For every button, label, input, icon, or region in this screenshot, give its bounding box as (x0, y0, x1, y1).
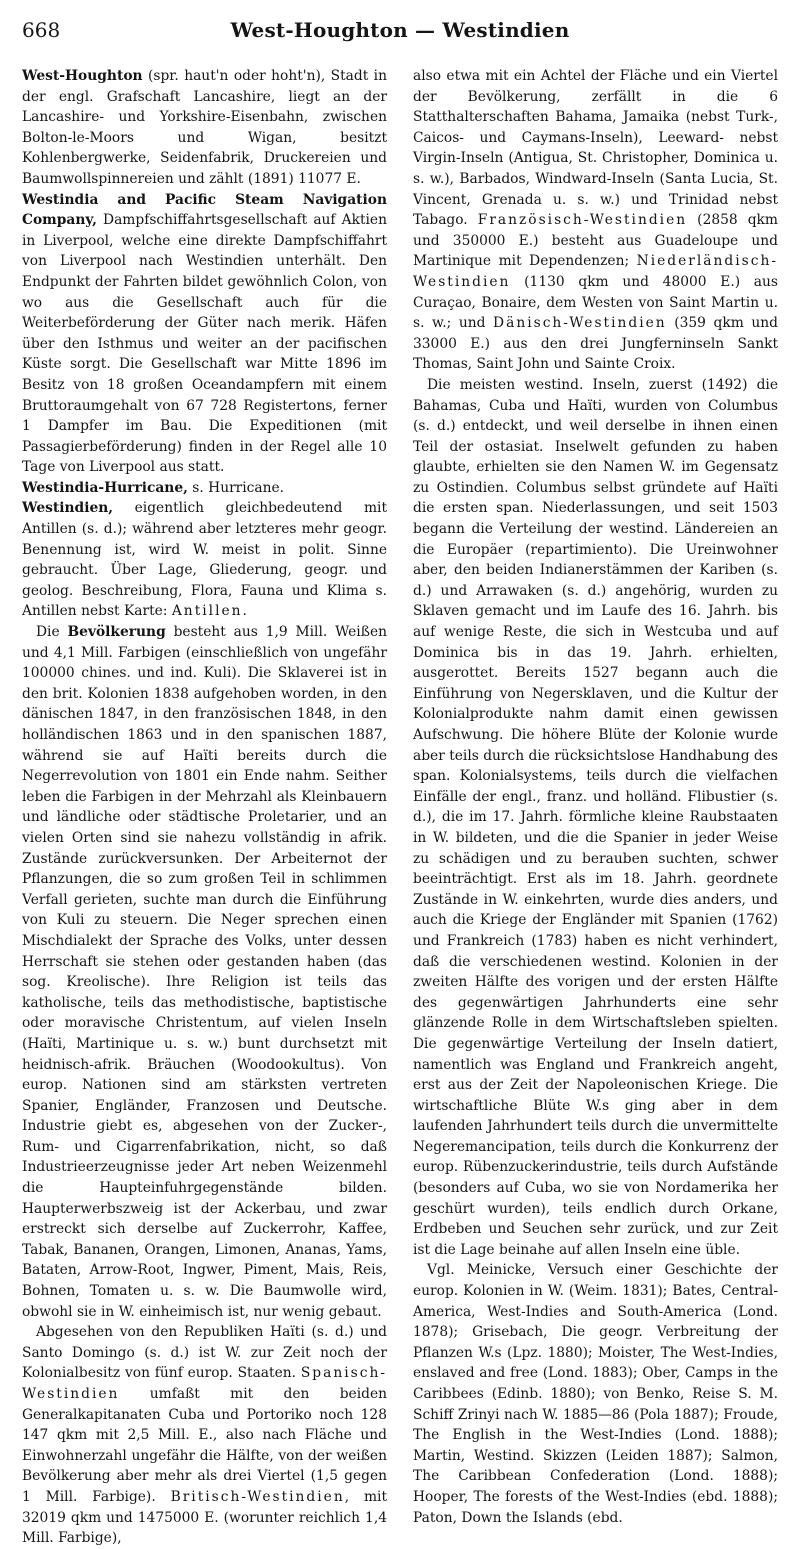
left-column (22, 66, 387, 1547)
paragraph-kolonialbesitz (22, 1322, 387, 1549)
paragraph-text: (2858 qkm und 350000 E.) besteht aus Guadeloupe und Martinique mit Dependenzen; (413, 212, 778, 270)
page-number: 668 (22, 18, 61, 42)
entry-westindia-hurricane (22, 478, 387, 499)
spaced-term: Französisch-Westindien (477, 212, 688, 229)
paragraph-text: also etwa mit ein Achtel der Fläche und ein Viertel der Bevölkerung, zerfällt in die 6 Statthalterschaften Bahama, Jamaika (nebst Turk-, Caicos- und Caymans-Inseln), Leeward- nebst Virgin-Inseln (Antigua, St. Christopher, Dominica u. s. w.), Barbados, Windward-Inseln (Santa Lucia, St. Vincent, Grenada u. s. w.) und Trinidad nebst Tabago. (413, 68, 778, 229)
spaced-term: Niederländisch-Westindien (413, 253, 778, 290)
paragraph-literature (413, 1260, 778, 1528)
paragraph-text: Die meisten westind. Inseln, zuerst (1492) die Bahamas, Cuba und Haïti, wurden von Columbus (s. d.) entdeckt, und weil derselbe in ihnen einen Teil der ostasiat. Inselwelt gefunden zu haben glaubte, erhielten sie den Namen W. im Gegensatz zu Ostindien. Columbus selbst gründete auf Haïti die ersten span. Niederlassungen, und seit 1503 begann die Verteilung der westind. Ländereien an die Europäer (repartimiento). Die Ureinwohner aber, den beiden Indianerstämmen der Kariben (s. d.) und Arrawaken (s. d.) angehörig, wurden zu Sklaven gemacht und im Laufe des 16. Jahrh. bis auf wenige Reste, die sich in Westcuba und auf Dominica bis in das 19. Jahrh. erhielten, ausgerottet. Bereits 1527 begann auch die Einführung von Negersklaven, und die Kultur der Kolonialprodukte nahm damit einen gewissen Aufschwung. Die höhere Blüte der Kolonie wurde aber teils durch die rücksichtslose Handhabung des span. Kolonialsystems, teils durch die vielfachen Einfälle der engl., franz. und holländ. Flibustier (s. d.), die im 17. Jahrh. förmliche kleine Raubstaaten in W. bildeten, und die die Spanier in jeder Weise zu schädigen und zu berauben suchten, schwer beeinträchtigt. Erst als im 18. Jahrh. geordnete Zustände in W. einkehrten, wurde dies anders, und auch die Kriege der Engländer mit Spanien (1762) und Frankreich (1783) haben es nicht verhindert, daß die verschiedenen westind. Kolonien in der zweiten Hälfte des vorigen und der ersten Hälfte des gegenwärtigen Jahrhunderts eine sehr glänzende Rolle in dem Wirtschaftsleben spielten. Die gegenwärtige Verteilung der Inseln datiert, namentlich was England und Frankreich angeht, erst aus der Zeit der Napoleonischen Kriege. Die wirtschaftliche Blüte W.s ging aber in dem laufenden Jahrhundert teils durch die unvermittelte Negeremancipation, teils durch die Konkurrenz der europ. Rübenzuckerindustrie, teils durch Aufstände (besonders auf Cuba, wo sie von Nordamerika her geschürt wurden), teils endlich durch Orkane, Erdbeben und Seuchen sehr zurück, und zur Zeit ist die Lage beinahe auf allen Inseln eine üble. (413, 376, 778, 1258)
spaced-term: Britisch-Westindien (170, 1488, 345, 1505)
paragraph-bevoelkerung (22, 622, 387, 1322)
paragraph-text: Abgesehen von den Republiken Haïti (s. d.) und Santo Domingo (s. d.) ist W. zur Zeit noch der Kolonialbesitz von fünf europ. Staaten. (22, 1324, 387, 1382)
entry-text: . (242, 603, 247, 620)
paragraph-text: besteht aus 1,9 Mill. Weißen und 4,1 Mill. Farbigen (einschließlich von ungefähr 100000 chines. und ind. Kuli). Die Sklaverei ist in den brit. Kolonien 1838 aufgehoben worden, in den dänischen 1847, in den französischen 1848, in den holländischen 1863 und in den spanischen 1887, während sie auf Haïti bereits durch die Negerrevolution von 1801 ein Ende nahm. Seither leben die Farbigen in der Mehrzahl als Kleinbauern und ländliche oder städtische Proletarier, und an vielen Orten sind sie nahezu vollständig in afrik. Zustände zurückversunken. Der Arbeiternot der Pflanzungen, die so zum großen Teil in schlimmen Verfall gerieten, suchte man durch die Einführung von Kuli zu steuern. Die Neger sprechen einen Mischdialekt der Sprache des Volks, unter dessen Herrschaft sie stehen oder gestanden haben (das sog. Kreolische). Ihre Religion ist teils das katholische, teils das methodistische, baptistische oder moravische Christentum, auf vielen Inseln (Haïti, Martinique u. s. w.) bunt durchsetzt mit heidnisch-afrik. Bräuchen (Woodookultus). Von europ. Nationen sind am stärksten vertreten Spanier, Engländer, Franzosen und Deutsche. Industrie giebt es, abgesehen von der Zucker-, Rum- und Cigarrenfabrikation, nicht, so daß Industrieerzeugnisse jeder Art neben Weizenmehl die Haupteinfuhrgegenstände bilden. Haupterwerbszweig ist der Ackerbau, und zwar erstreckt sich derselbe auf Zuckerrohr, Kaffee, Tabak, Bananen, Orangen, Limonen, Ananas, Yams, Bataten, Arrow-Root, Ingwer, Piment, Mais, Reis, Bohnen, Tomaten u. s. w. Die Baumwolle wird, obwohl sie in W. einheimisch ist, nur wenig gebaut. (22, 624, 387, 1320)
page-header (22, 18, 778, 56)
entry-westindien (22, 498, 387, 622)
paragraph-text: (359 qkm und 33000 E.) aus den drei Jungferninseln Sankt Thomas, Saint John und Sainte Croix. (413, 315, 778, 373)
paragraph-text: , mit 32019 qkm und 1475000 E. (worunter reichlich 1,4 Mill. Farbige), (22, 1488, 387, 1547)
paragraph-text: Die (36, 624, 68, 641)
paragraph-continuation (413, 66, 778, 375)
entry-text: s. Hurricane. (187, 479, 285, 496)
headword: Westindia and Pacific Steam Navigation Company, (22, 191, 387, 229)
running-title: West-Houghton — Westindien (230, 18, 570, 42)
spaced-term: Spanisch-Westindien (22, 1365, 387, 1402)
entry-text: Dampfschiffahrtsgesellschaft auf Aktien in Liverpool, welche eine direkte Dampfschiffahrt von Liverpool nach Westindien unterhält. Den Endpunkt der Fahrten bildet gewöhnlich Colon, von wo aus die Gesellschaft auch für die Weiterbeförderung der Güter nach merik. Häfen über den Isthmus und weiter an der pacifischen Küste sorgt. Die Gesellschaft war Mitte 1896 im Besitz von 18 großen Oceandampfern mit einem Bruttoraumgehalt von 67 728 Registertons, ferner 1 Dampfer im Bau. Die Expeditionen (mit Passagierbeförderung) finden in der Regel alle 10 Tage von Liverpool aus statt. (22, 212, 387, 476)
paragraph-text: umfaßt mit den beiden Generalkapitanaten Cuba und Portoriko noch 128 147 qkm mit 2,5 Mill. E., also nach Fläche und Einwohnerzahl ungefähr die Hälfte, von der weißen Bevölkerung aber mehr als drei Viertel (1,5 gegen 1 Mill. Farbige). (22, 1386, 387, 1505)
headword: Westindien, (22, 500, 114, 517)
subheading: Bevölkerung (67, 624, 166, 641)
entry-text: (spr. haut'n oder hoht'n), Stadt in der engl. Grafschaft Lancashire, liegt an der Lancashire- und Yorkshire-Eisenbahn, zwischen Bolton-le-Moors und Wigan, besitzt Kohlenbergwerke, Seidenfabrik, Druckereien und Baumwollspinnereien und zählt (1891) 11077 E. (22, 68, 387, 187)
spaced-term: Dänisch-Westindien (493, 315, 667, 332)
spaced-reference: Antillen (171, 603, 243, 620)
entry-westindia-steam (22, 190, 387, 478)
text-columns (22, 66, 778, 1547)
paragraph-history (413, 375, 778, 1261)
headword: West-Houghton (22, 68, 143, 84)
right-column (413, 66, 778, 1526)
paragraph-text: Vgl. Meinicke, Versuch einer Geschichte der europ. Kolonien in W. (Weim. 1831); Bates, Central-America, West-Indies and South-America (Lond. 1878); Grisebach, Die geogr. Verbreitung der Pflanzen W.s (Lpz. 1880); Moister, The West-Indies, enslaved and free (Lond. 1883); Ober, Camps in the Caribbees (Edinb. 1880); von Benko, Reise S. M. Schiff Zrinyi nach W. 1885—86 (Pola 1887); Froude, The English in the West-Indies (Lond. 1888); Martin, Westind. Skizzen (Leiden 1887); Salmon, The Caribbean Confederation (Lond. 1888); Hooper, The forests of the West-Indies (ebd. 1888); Paton, Down the Islands (ebd. (413, 1262, 778, 1526)
headword: Westindia-Hurricane, (22, 479, 188, 496)
entry-text: eigentlich gleichbedeutend mit Antillen (s. d.); während aber letzteres mehr geogr. Benennung ist, wird W. meist in polit. Sinne gebraucht. Über Lage, Gliederung, geogr. und geolog. Beschreibung, Flora, Fauna und Klima s. Antillen nebst Karte: (22, 500, 387, 620)
paragraph-text: (1130 qkm und 48000 E.) aus Curaçao, Bonaire, dem Westen von Saint Martin u. s. w.; und (413, 273, 778, 332)
entry-west-houghton (22, 66, 387, 190)
